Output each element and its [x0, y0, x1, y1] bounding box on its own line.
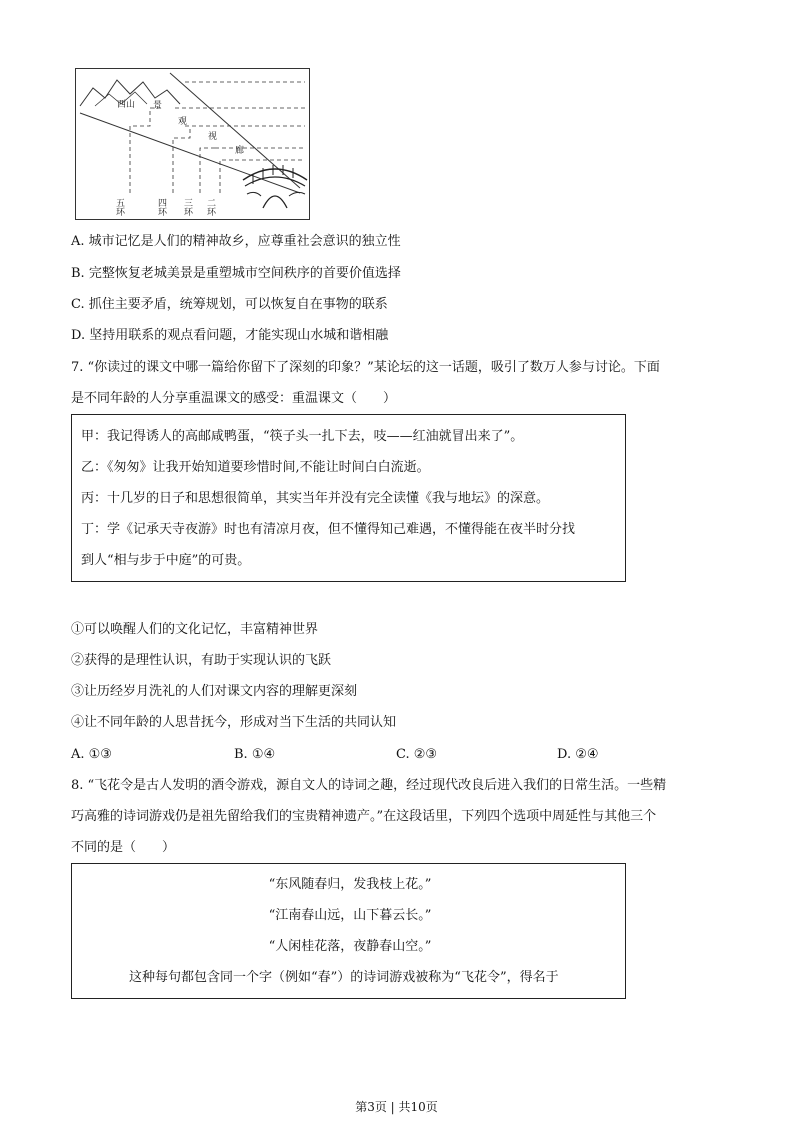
- q6-option-b: B. 完整恢复老城美景是重塑城市空间秩序的首要价值选择: [71, 266, 401, 281]
- q7-statement-2: ②获得的是理性认识，有助于实现认识的飞跃: [71, 653, 332, 668]
- q8-poem-line1: “东风随春归，发我枝上花。”: [268, 877, 432, 892]
- q6-option-a: A. 城市记忆是人们的精神故乡，应尊重社会意识的独立性: [71, 234, 401, 249]
- q7-statement-4: ④让不同年龄的人思昔抚今，形成对当下生活的共同认知: [71, 715, 397, 730]
- q7-choice-d: D. ②④: [557, 747, 599, 762]
- q7-stem-line1: 7. “你读过的课文中哪一篇给你留下了深刻的印象？”某论坛的这一话题，吸引了数万人参与讨论。下面: [71, 360, 660, 375]
- label-ring-2: 二环: [205, 198, 215, 216]
- q8-stem-line1: 8. “飞花令是古人发明的酒令游戏，源自文人的诗词之趣，经过现代改良后进入我们的日常生活。一些精: [71, 778, 667, 793]
- q7-box-line4: 丁：学《记承天寺夜游》时也有清凉月夜，但不懂得知己难遇，不懂得能在夜半时分找: [81, 522, 576, 537]
- q7-box-line5: 到人“相与步于中庭”的可贵。: [81, 553, 251, 568]
- q7-box-line1: 甲：我记得诱人的高邮咸鸭蛋，“筷子头一扎下去，吱——红油就冒出来了”。: [81, 429, 524, 444]
- diagram-frame: [76, 69, 310, 220]
- label-xishan: 西山: [117, 100, 136, 110]
- q7-choice-c: C. ②③: [396, 747, 438, 762]
- q8-stem-line3: 不同的是（ ）: [71, 840, 176, 855]
- label-guan: 观: [178, 117, 188, 127]
- label-lang: 廊: [235, 146, 245, 156]
- q7-box-line2: 乙：《匆匆》让我开始知道要珍惜时间,不能让时间白白流逝。: [81, 460, 430, 475]
- label-jing: 景: [153, 101, 163, 111]
- page-footer: 第3页 | 共10页: [355, 1100, 438, 1114]
- q6-option-c: C. 抓住主要矛盾，统筹规划，可以恢复自在事物的联系: [71, 297, 388, 312]
- q7-statement-1: ①可以唤醒人们的文化记忆，丰富精神世界: [71, 622, 319, 637]
- q7-statement-3: ③让历经岁月洗礼的人们对课文内容的理解更深刻: [71, 684, 358, 699]
- q8-stem-line2: 巧高雅的诗词游戏仍是祖先留给我们的宝贵精神遗产。”在这段话里，下列四个选项中周延性与其他三个: [71, 809, 657, 824]
- label-shi: 视: [208, 132, 218, 142]
- label-ring-3: 三环: [182, 198, 192, 216]
- diagram-svg: [75, 68, 310, 220]
- q7-box-line3: 丙：十几岁的日子和思想很简单，其实当年并没有完全读懂《我与地坛》的深意。: [81, 491, 550, 506]
- q7-choice-b: B. ①④: [234, 747, 276, 762]
- view-corridor-diagram: [75, 68, 310, 220]
- q7-stem-line2: 是不同年龄的人分享重温课文的感受：重温课文（ ）: [71, 391, 397, 406]
- label-ring-5: 五环: [114, 198, 124, 216]
- q8-poem-line3: “人闲桂花落，夜静春山空。”: [268, 939, 432, 954]
- q7-choice-a: A. ①③: [71, 747, 112, 762]
- q8-poem-line2: “江南春山远，山下暮云长。”: [268, 908, 432, 923]
- q8-box-line4: 这种每句都包含同一个字（例如“春”）的诗词游戏被称为“飞花令”，得名于: [129, 970, 559, 985]
- label-ring-4: 四环: [156, 198, 166, 216]
- q6-option-d: D. 坚持用联系的观点看问题，才能实现山水城和谐相融: [71, 328, 389, 343]
